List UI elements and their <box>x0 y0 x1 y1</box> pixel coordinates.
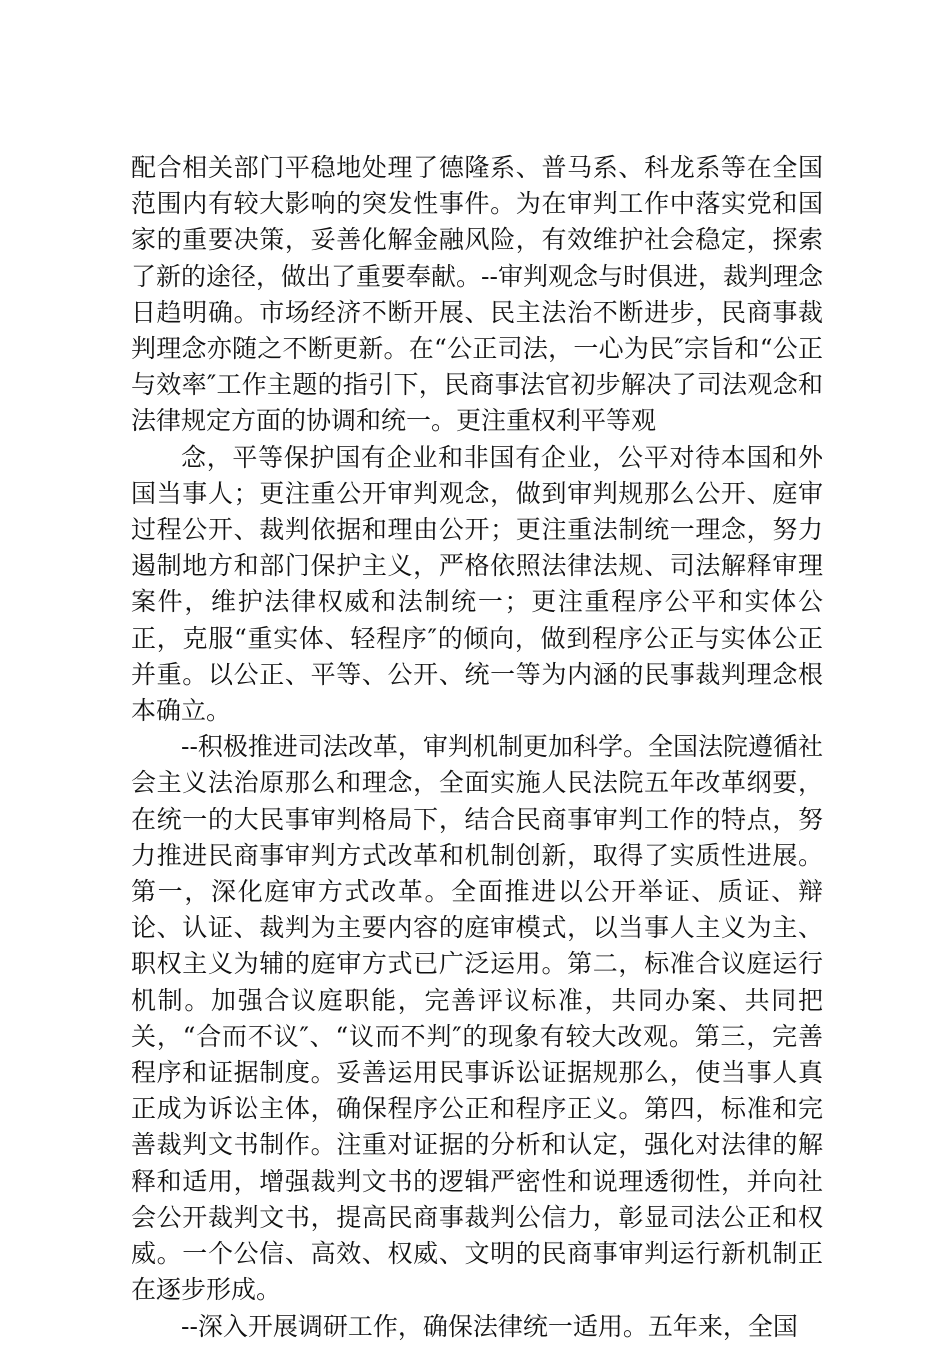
paragraph-2: 念，平等保护国有企业和非国有企业，公平对待本国和外国当事人；更注重公开审判观念，做到审判规那么公开、庭审过程公开、裁判依据和理由公开；更注重法制统一理念，努力遏制地方和部门保护主义，严格依照法律法规、司法解释审理案件，维护法律权威和法制统一；更注重程序公平和实体公正，克服“重实体、轻程序″的倾向，做到程序公正与实体公正并重。以公正、平等、公开、统一等为内涵的民事裁判理念根本确立。 <box>131 442 823 726</box>
document-body <box>131 150 823 1345</box>
paragraph-4: --深入开展调研工作，确保法律统一适用。五年来，全国 <box>181 1311 798 1341</box>
paragraph-1: 配合相关部门平稳地处理了德隆系、普马系、科龙系等在全国范围内有较大影响的突发性事件。为在审判工作中落实党和国家的重要决策，妥善化解金融风险，有效维护社会稳定，探索了新的途径，做出了重要奉献。--审判观念与时俱进，裁判理念日趋明确。市场经济不断开展、民主法治不断进步，民商事裁判理念亦随之不断更新。在“公正司法，一心为民″宗旨和“公正与效率″工作主题的指引下，民商事法官初步解决了司法观念和法律规定方面的协调和统一。更注重权利平等观 <box>131 153 823 436</box>
paragraph-3: --积极推进司法改革，审判机制更加科学。全国法院遵循社会主义法治原那么和理念，全面实施人民法院五年改革纲要，在统一的大民事审判格局下，结合民商事审判工作的特点，努力推进民商事审判方式改革和机制创新，取得了实质性进展。第一，深化庭审方式改革。全面推进以公开举证、质证、辩论、认证、裁判为主要内容的庭审模式，以当事人主义为主、职权主义为辅的庭审方式已广泛运用。第二，标准合议庭运行机制。加强合议庭职能，完善评议标准，共同办案、共同把关，“合而不议″、“议而不判″的现象有较大改观。第三，完善程序和证据制度。妥善运用民事诉讼证据规那么，使当事人真正成为诉讼主体，确保程序公正和程序正义。第四，标准和完善裁判文书制作。注重对证据的分析和认定，强化对法律的解释和适用，增强裁判文书的逻辑严密性和说理透彻性，并向社会公开裁判文书，提高民商事裁判公信力，彰显司法公正和权威。一个公信、高效、权威、文明的民商事审判运行新机制正在逐步形成。 <box>131 732 823 1305</box>
